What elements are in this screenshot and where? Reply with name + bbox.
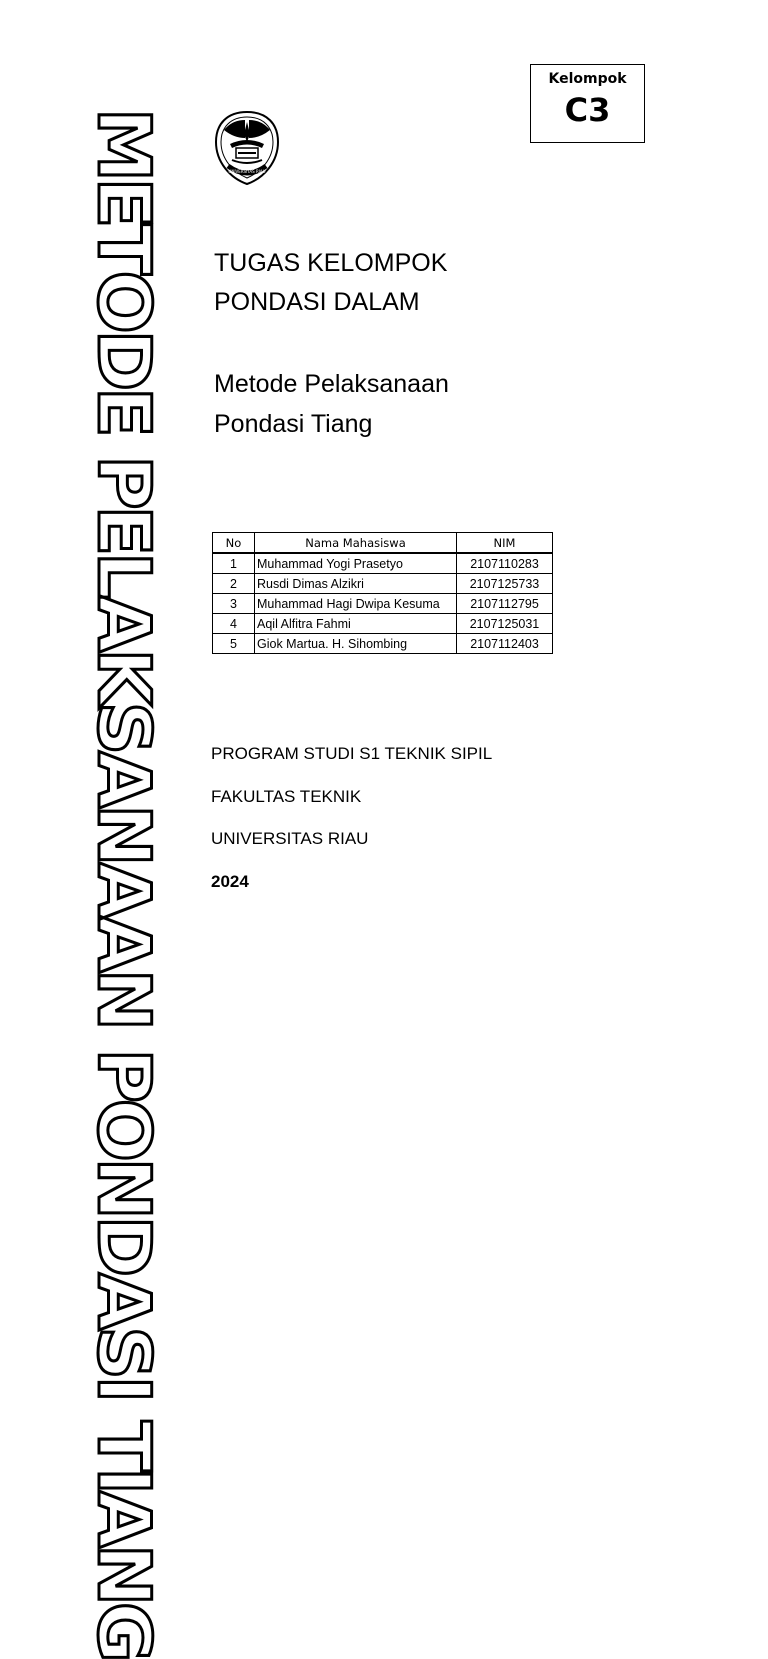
group-code: C3: [564, 91, 611, 129]
table-row: [213, 614, 553, 634]
header-name: Nama Mahasiswa: [255, 533, 457, 554]
table-row: [213, 594, 553, 614]
table-row: [213, 553, 553, 574]
side-title: METODE PELAKSANAAN PONDASI TIANG: [82, 108, 166, 1659]
cell-nim: 2107112403: [457, 634, 553, 654]
universitas-riau-seal-icon: [212, 108, 282, 188]
cell-no: 3: [213, 594, 255, 614]
cell-name: Giok Martua. H. Sihombing: [255, 634, 457, 654]
heading-line-1: TUGAS KELOMPOK: [214, 249, 448, 277]
cell-name: Aqil Alfitra Fahmi: [255, 614, 457, 634]
table-row: [213, 634, 553, 654]
cell-no: 1: [213, 553, 255, 574]
footer-university: UNIVERSITAS RIAU: [211, 829, 369, 848]
header-no: No: [213, 533, 255, 554]
cell-no: 2: [213, 574, 255, 594]
cell-name: Muhammad Hagi Dwipa Kesuma: [255, 594, 457, 614]
group-box: [530, 64, 645, 143]
students-table: [212, 532, 553, 654]
cell-nim: 2107110283: [457, 553, 553, 574]
logo-text: UNIVERSITAS RIAU: [228, 169, 266, 174]
heading-line-4: Pondasi Tiang: [214, 410, 373, 438]
cell-no: 4: [213, 614, 255, 634]
table-header-row: [213, 533, 553, 554]
cell-nim: 2107112795: [457, 594, 553, 614]
header-nim: NIM: [457, 533, 553, 554]
cell-no: 5: [213, 634, 255, 654]
heading-line-2: PONDASI DALAM: [214, 288, 420, 316]
footer-program: PROGRAM STUDI S1 TEKNIK SIPIL: [211, 744, 493, 763]
footer-faculty: FAKULTAS TEKNIK: [211, 787, 362, 806]
cell-name: Rusdi Dimas Alzikri: [255, 574, 457, 594]
table-row: [213, 574, 553, 594]
cell-name: Muhammad Yogi Prasetyo: [255, 553, 457, 574]
group-label: Kelompok: [548, 71, 627, 87]
cell-nim: 2107125733: [457, 574, 553, 594]
footer-year: 2024: [211, 872, 249, 891]
heading-line-3: Metode Pelaksanaan: [214, 370, 449, 398]
cell-nim: 2107125031: [457, 614, 553, 634]
